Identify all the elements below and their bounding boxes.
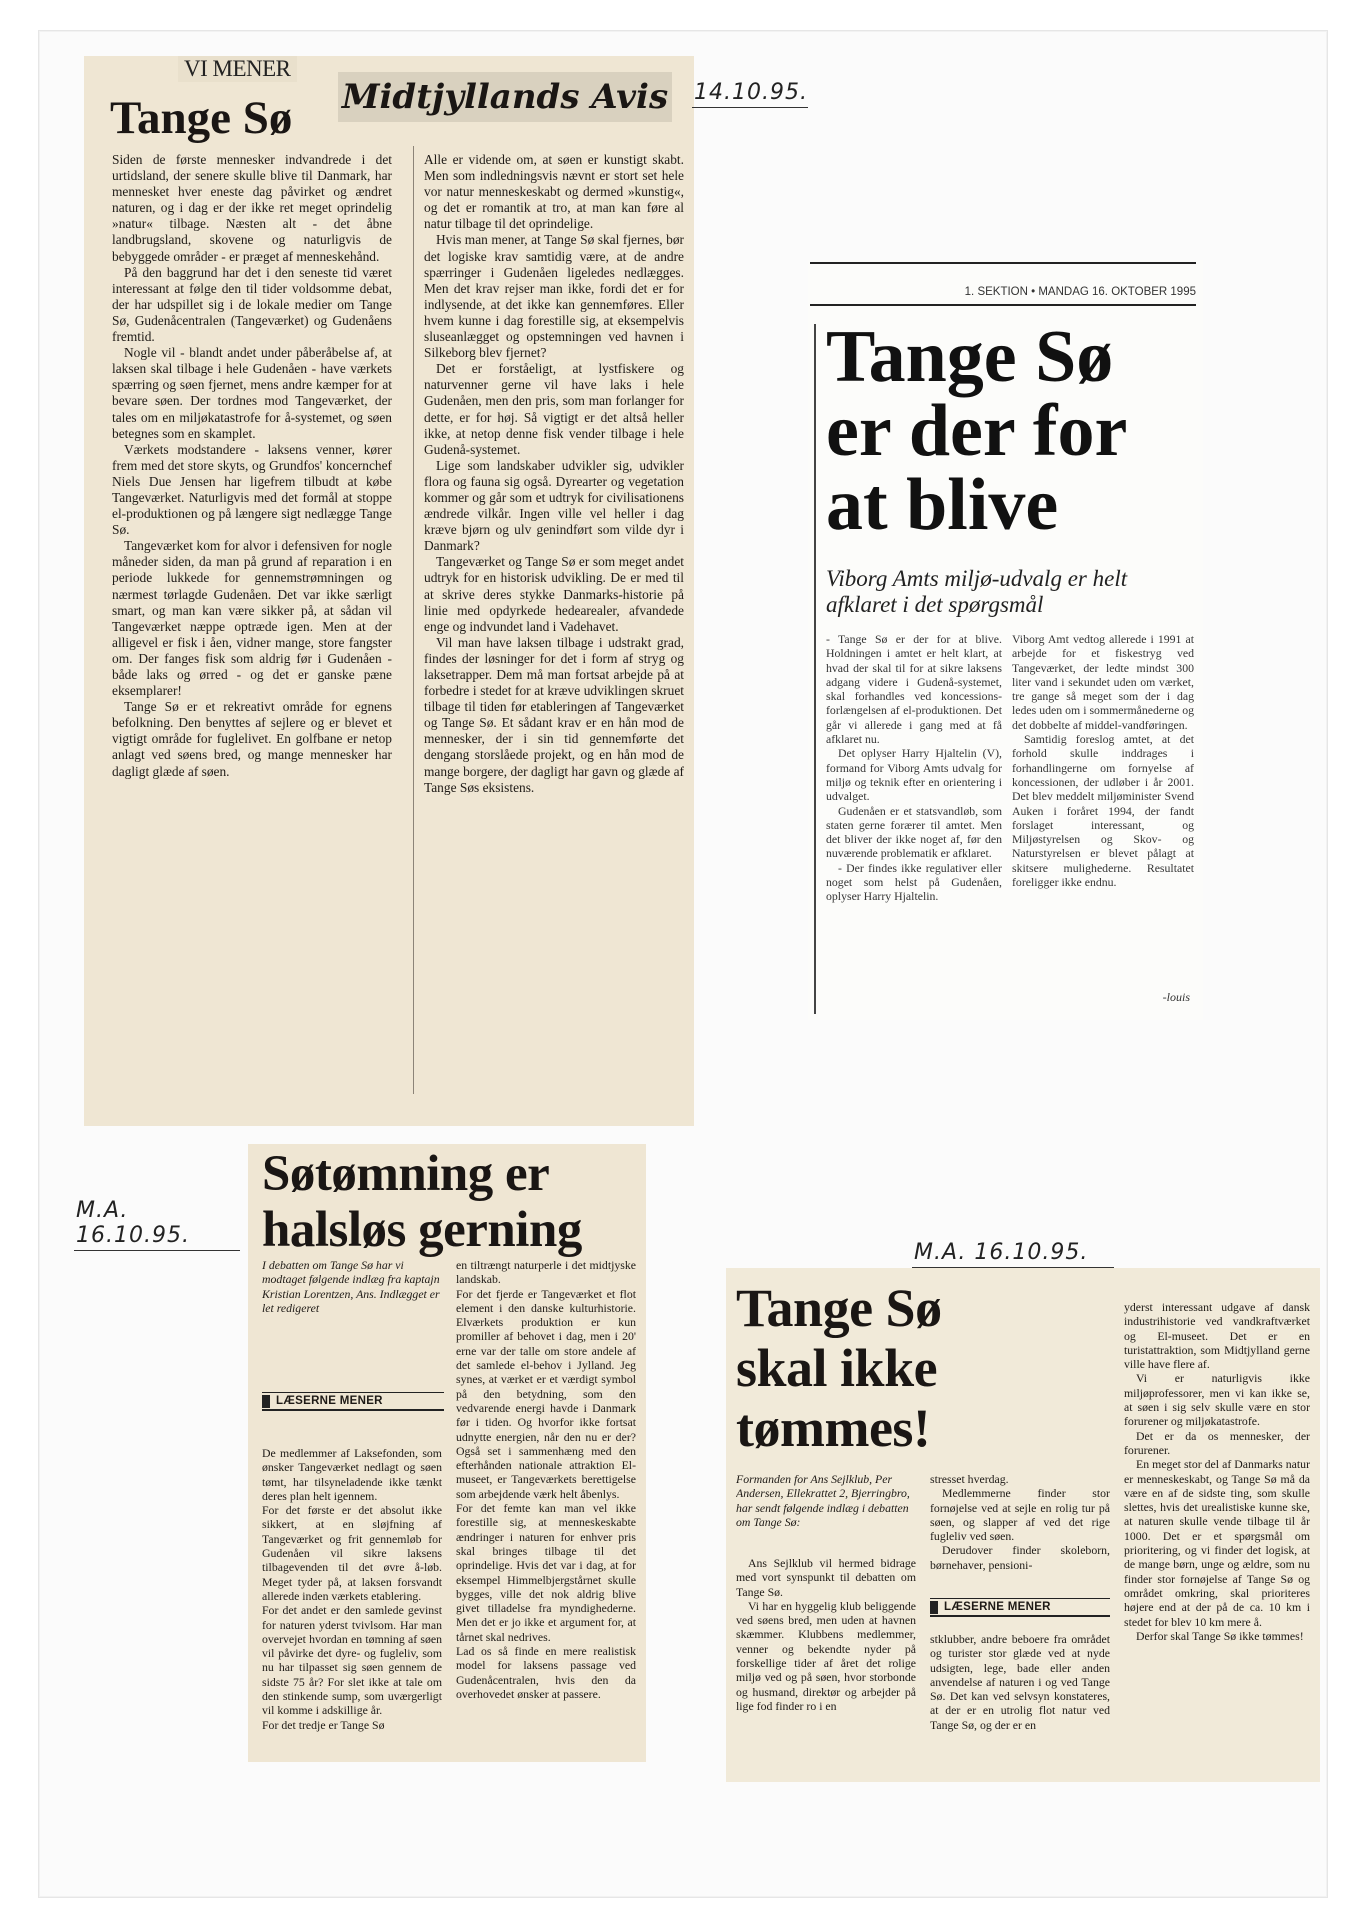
paragraph: Derudover finder skoleborn, børnehaver, pensioni- (930, 1543, 1110, 1572)
top-rule (810, 262, 1196, 264)
paragraph: - Tange Sø er der for at blive. Holdningen i amtet er helt klart, at hvad der skal til for at sikre laksens adgang videre i Gudenå-systemet, skal forhandles ved koncessions-forlængelsen af el-produktionen. Det går vi allerede i gang med at få afklaret nu. (826, 632, 1002, 747)
article-column-1 (736, 1556, 916, 1776)
intro (736, 1472, 916, 1548)
paragraph: Gudenåen er et statsvandløb, som staten gerne forærer til amtet. Men det bliver der ikke noget af, før den nuværende problematik er afklaret. (826, 803, 1002, 861)
paragraph: En meget stor del af Danmarks natur er menneskeskabt, og Tange Sø må da være en af de sidste ting, som skulle slettes, hvis det urealistiske kunne ske, at naturen skulle vende tilbage til år 1000. Det er et spørgsmål om prioritering, og vi finder det logisk, at de mange børn, unge og ældre, som nu finder stor fornøjelse af Tange Sø og området omkring, skal prioriteres højere end at der på de ca. 10 km i stedet for blev 10 km mere å. (1124, 1457, 1310, 1629)
article-column-3 (1124, 1300, 1310, 1776)
headline-line: er der for (826, 390, 1128, 472)
paragraph: Det er da os mennesker, der forurener. (1124, 1428, 1310, 1457)
paragraph: en tiltrængt naturperle i det midtjyske landskab. (456, 1258, 636, 1287)
column-rule (413, 146, 414, 1094)
paragraph: Tangeværket og Tange Sø er som meget andet udtryk for en historisk udvikling. De er med til at skrive deres stykke Danmarks-historie på linie med opdyrkede hedearealer, afvandede enge og indvundet land i Vadehavet. (424, 554, 684, 634)
headline: Tange Sø (110, 92, 293, 144)
headline (736, 1278, 942, 1458)
date-note: M.A. 16.10.95. (74, 1198, 240, 1251)
paragraph: Vi har en hyggelig klub beliggende ved søens bred, men uden at havnen skæmmer. Klubbens medlemmer, venner og bekendte nyder på forskellige tider af året det rolige miljø ved og på søen, hvor storbonde og husmand, direktør og arbejder på lige fod finder ro i en (736, 1598, 916, 1713)
section-badge: LÆSERNE MENER (930, 1598, 1110, 1617)
article-column-1 (826, 632, 1002, 1008)
paragraph: For det femte kan man vel ikke forestille sig, at menneskeskabte ændringer i naturen for enhver pris skal bringes tilbage til det oprindelige. Hvis det var i dag, at for eksempel Himmelbjergstårnet skulle bygges, ville det nok aldrig blive givet tilladelse fra myndighederne. Men det er jo ikke et argument for, at tårnet skal nedrives. (456, 1501, 636, 1644)
paragraph: For det tredje er Tange Sø (262, 1717, 385, 1732)
paragraph: Nogle vil - blandt andet under påberåbelse af, at laksen skal tilbage i hele Gudenåen - have værkets spærring og søen fjernet, mens andre kæmper for at bevare søen. Der tordnes mod Tangeværket, der tales om en miljøkatastrofe for å-systemet, og søen betegnes som en skamplet. (112, 345, 392, 441)
article-column-1 (112, 152, 392, 1096)
headline-line: Tange Sø (736, 1278, 942, 1338)
article-column-1 (262, 1446, 442, 1758)
paragraph: Vil man have laksen tilbage i udstrakt grad, findes der løsninger for det i form af stryg og laksetrapper. Dem må man fortsat arbejde på at forbedre i stedet for at kræve udviklingen skruet tilbage til tiden før etableringen af Tangeværket og Tange Sø. Et sådant krav er en hån mod de mennesker, der i sin tid gennemførte det dengang storslåede projekt, og en hån mod de mange borgere, der dagligt har gavn og glæde af Tange Søs eksistens. (424, 634, 684, 795)
headline-line: tømmes! (736, 1398, 931, 1458)
article-column-2 (424, 152, 684, 1096)
dateline-rule (810, 304, 1196, 306)
headline-line: Tange Sø (826, 316, 1114, 398)
paragraph: yderst interessant udgave af dansk industrihistorie ved vandkraftværket og El-museet. Det er en turistattraktion, som Midtjylland gerne ville have flere af. (1124, 1300, 1310, 1372)
intro-text: Formanden for Ans Sejlklub, Per Andersen, Ellekrattet 2, Bjerringbro, har sendt følgende indlæg i debatten om Tange Sø: (736, 1472, 910, 1529)
headline-line: halsløs gerning (262, 1202, 582, 1258)
headline-line: at blive (826, 464, 1059, 546)
paragraph: Lige som landskaber udvikler sig, udvikler flora og fauna sig også. Dyrearter og vegetation kommer og går som et udtryk for civilisationens ændrede vilkår. Ingen ville vel heller i dag kræve bjørn og ulv genindført som vilde dyr i Danmark? (424, 457, 684, 554)
paragraph: For det andet er den samlede gevinst for naturen yderst tvivlsom. Har man overvejet hvordan en tømning af søen vil påvirke det dyre- og fugleliv, som nu har tilpasset sig søen gennem de sidste 75 år? For slet ikke at tale om den stinkende sump, som uværgerligt vil komme i adskillige år. (262, 1603, 442, 1718)
paragraph: De medlemmer af Laksefonden, som ønsker Tangeværket nedlagt og søen tømt, har tilsyneladende ikke tænkt deres plan helt igennem. (262, 1446, 442, 1503)
paragraph: Medlemmerne finder stor fornøjelse ved at sejle en rolig tur på søen, og slapper af ved det rige fugleliv ved søen. (930, 1486, 1110, 1544)
paragraph: Lad os så finde en mere realistisk model for laksens passage ved Gudenåcentralen, hvis den da overhovedet ønsker at passere. (456, 1644, 636, 1701)
paragraph: På den baggrund har det i den seneste tid været interessant at følge den til tider voldsomme debat, der har udspillet sig i de lokale medier om Tange Sø, Gudenåcentralen (Tangeværket) og Gudenåens fremtid. (112, 264, 392, 345)
paragraph: stresset hverdag. (930, 1472, 1009, 1486)
paragraph: Siden de første mennesker indvandrede i det urtidsland, der senere skulle blive til Danmark, har mennesket hver eneste dag påvirket og ændret naturen, og i dag er der ikke ret meget oprindelig »natur« tilbage. Næsten alt - det åbne landbrugsland, skovene og naturligvis de bebyggede områder - er præget af menneskehånd. (112, 152, 392, 264)
paragraph: Derfor skal Tange Sø ikke tømmes! (1136, 1628, 1304, 1643)
dateline: 1. SEKTION • MANDAG 16. OKTOBER 1995 (964, 286, 1196, 298)
paragraph: Alle er vidende om, at søen er kunstigt skabt. Men som indledningsvis nævnt er stort set hele vor natur menneskeskabt og dermed »kunstig«, og det er romantik at tro, at man kan føre al natur tilbage til det oprindelige. (424, 152, 684, 232)
subhead: Viborg Amts miljø-udvalg er helt afklaret i det spørgsmål (826, 566, 1128, 617)
article-column-2-top (930, 1472, 1110, 1586)
headline (826, 316, 1128, 546)
side-rule (814, 324, 816, 1014)
headline-line: Søtømning er (262, 1146, 550, 1202)
headline (262, 1146, 582, 1258)
paragraph: Samtidig foreslog amtet, at det forhold skulle inddrages i forhandlingerne om fornyelse af koncessionen, der udløber i år 2001. Det blev meddelt miljøminister Svend Auken i foråret 1994, der fandt forslaget interessant, og Miljøstyrelsen og Skov- og Naturstyrelsen er blevet pålagt at skitsere mulighederne. Resultatet foreligger ikke endnu. (1012, 732, 1194, 890)
article-column-2 (456, 1258, 636, 1758)
intro (262, 1258, 442, 1334)
intro-text: I debatten om Tange Sø har vi modtaget følgende indlæg fra kaptajn Kristian Lorentzen, Ans. Indlægget er let redigeret (262, 1258, 440, 1315)
paragraph: Tange Sø er et rekreativt område for egnens befolkning. Den benyttes af sejlere og er blevet et vigtigt område for fuglelivet. En golfbane er netop anlagt ved søens bred, og mange mennesker har dagligt glæde af søen. (112, 699, 392, 779)
paragraph: stklubber, andre beboere fra området og turister stor glæde ved at nyde udsigten, lege, bade eller anden anvendelse af naturen i og ved Tange Sø. Det kan ved selvsyn konstateres, at der er en utrolig flot natur ved Tange Sø, og der er en (930, 1632, 1110, 1732)
date-note: 14.10.95. (692, 80, 808, 108)
paragraph: Hvis man mener, at Tange Sø skal fjernes, bør det logiske krav samtidig være, at de andre spærringer i Gudenåen ligeledes nedlægges. Men det krav rejser man ikke, fordi det er for indlysende, at det ikke kan gennemføres. Eller hvem kunne i dag forestille sig, at eksempelvis sluseanlægget og opstemningen ved havnen i Silkeborg blev fjernet? (424, 232, 684, 361)
paragraph: Ans Sejlklub vil hermed bidrage med vort synspunkt til debatten om Tange Sø. (736, 1556, 916, 1599)
paragraph: Vi er naturligvis ikke miljøprofessorer, men vi kan ikke se, at søen i sig selv skulle være en stor forurener og miljøkatastrofe. (1124, 1371, 1310, 1429)
paragraph: Det er forståeligt, at lystfiskere og naturvenner gerne vil have laks i hele Gudenåen, men den pris, som man forlanger for dette, er for høj. Så vigtigt er det altså heller ikke, at netop denne fisk vender tilbage i hele Gudenå-systemet. (424, 361, 684, 457)
paragraph: - Der findes ikke regulativer eller noget som helst på Gudenåen, oplyser Harry Hjaltelin. (826, 860, 1002, 904)
paragraph: Det oplyser Harry Hjaltelin (V), formand for Viborg Amts udvalg for miljø og teknik efter en orientering i udvalget. (826, 746, 1002, 804)
headline-line: skal ikke (736, 1338, 938, 1398)
paragraph: Tangeværket kom for alvor i defensiven for nogle måneder siden, da man på grund af reparation i en periode lukkede for gennemstrømningen og nærmest tørlagde Gudenåen. Det var ikke særligt smart, og man kan være sikker på, at sådan vil Tangeværket næppe optræde igen. Men at der alligevel er fisk i åen, vidner mange, store fangster om. Der fanges fisk som aldrig før i Gudenåen - både laks og ørred - og det er ganske pæne eksemplarer! (112, 538, 392, 699)
paragraph: For det fjerde er Tangeværket et flot element i den danske kulturhistorie. Elværkets produktion er kun promiller af behovet i dag, men i 20' erne var der talle om store andele af det samlede el-behov i Jylland. Jeg synes, at værket er et værdigt symbol på den betydning, som den vedvarende energi havde i Danmark før i tiden. Og hvorfor ikke fortsat udnytte energien, når den nu er der? Også set i sammenhæng med den efterhånden nationale attraktion El-museet, er Tangeværkets berettigelse som arbejdende værk helt åbenlys. (456, 1286, 636, 1501)
section-badge: LÆSERNE MENER (262, 1392, 444, 1411)
signature: -louis (1162, 990, 1190, 1004)
article-column-2 (1012, 632, 1194, 992)
masthead: Midtjyllands Avis (338, 72, 672, 122)
article-column-2-bottom (930, 1632, 1110, 1776)
paragraph: For det første er det absolut ikke sikkert, at en sløjfning af Tangeværket og frit gennemløb for Gudenåen vil sikre laksens tilbagevenden til det øvre å-løb. Meget tyder på, at laksen forsvandt allerede inden værkets etablering. (262, 1503, 442, 1603)
kicker: VI MENER (178, 56, 297, 82)
paragraph: Viborg Amt vedtog allerede i 1991 at arbejde for et fiskestryg ved Tangeværket, der ledte mindst 300 liter vand i sekundet uden om værket, tre gange så meget som der i dag ledes uden om i sommermånederne og det dobbelte af middel-vandføringen. (1012, 632, 1194, 732)
date-note: M.A. 16.10.95. (912, 1240, 1114, 1268)
paragraph: Værkets modstandere - laksens venner, kører frem med det store skyts, og Grundfos' koncernchef Niels Due Jensen har ligefrem tilbudt at købe Tangeværket. Naturligvis med det formål at stoppe el-produktionen og på længere sigt nedlægge Tange Sø. (112, 441, 392, 538)
